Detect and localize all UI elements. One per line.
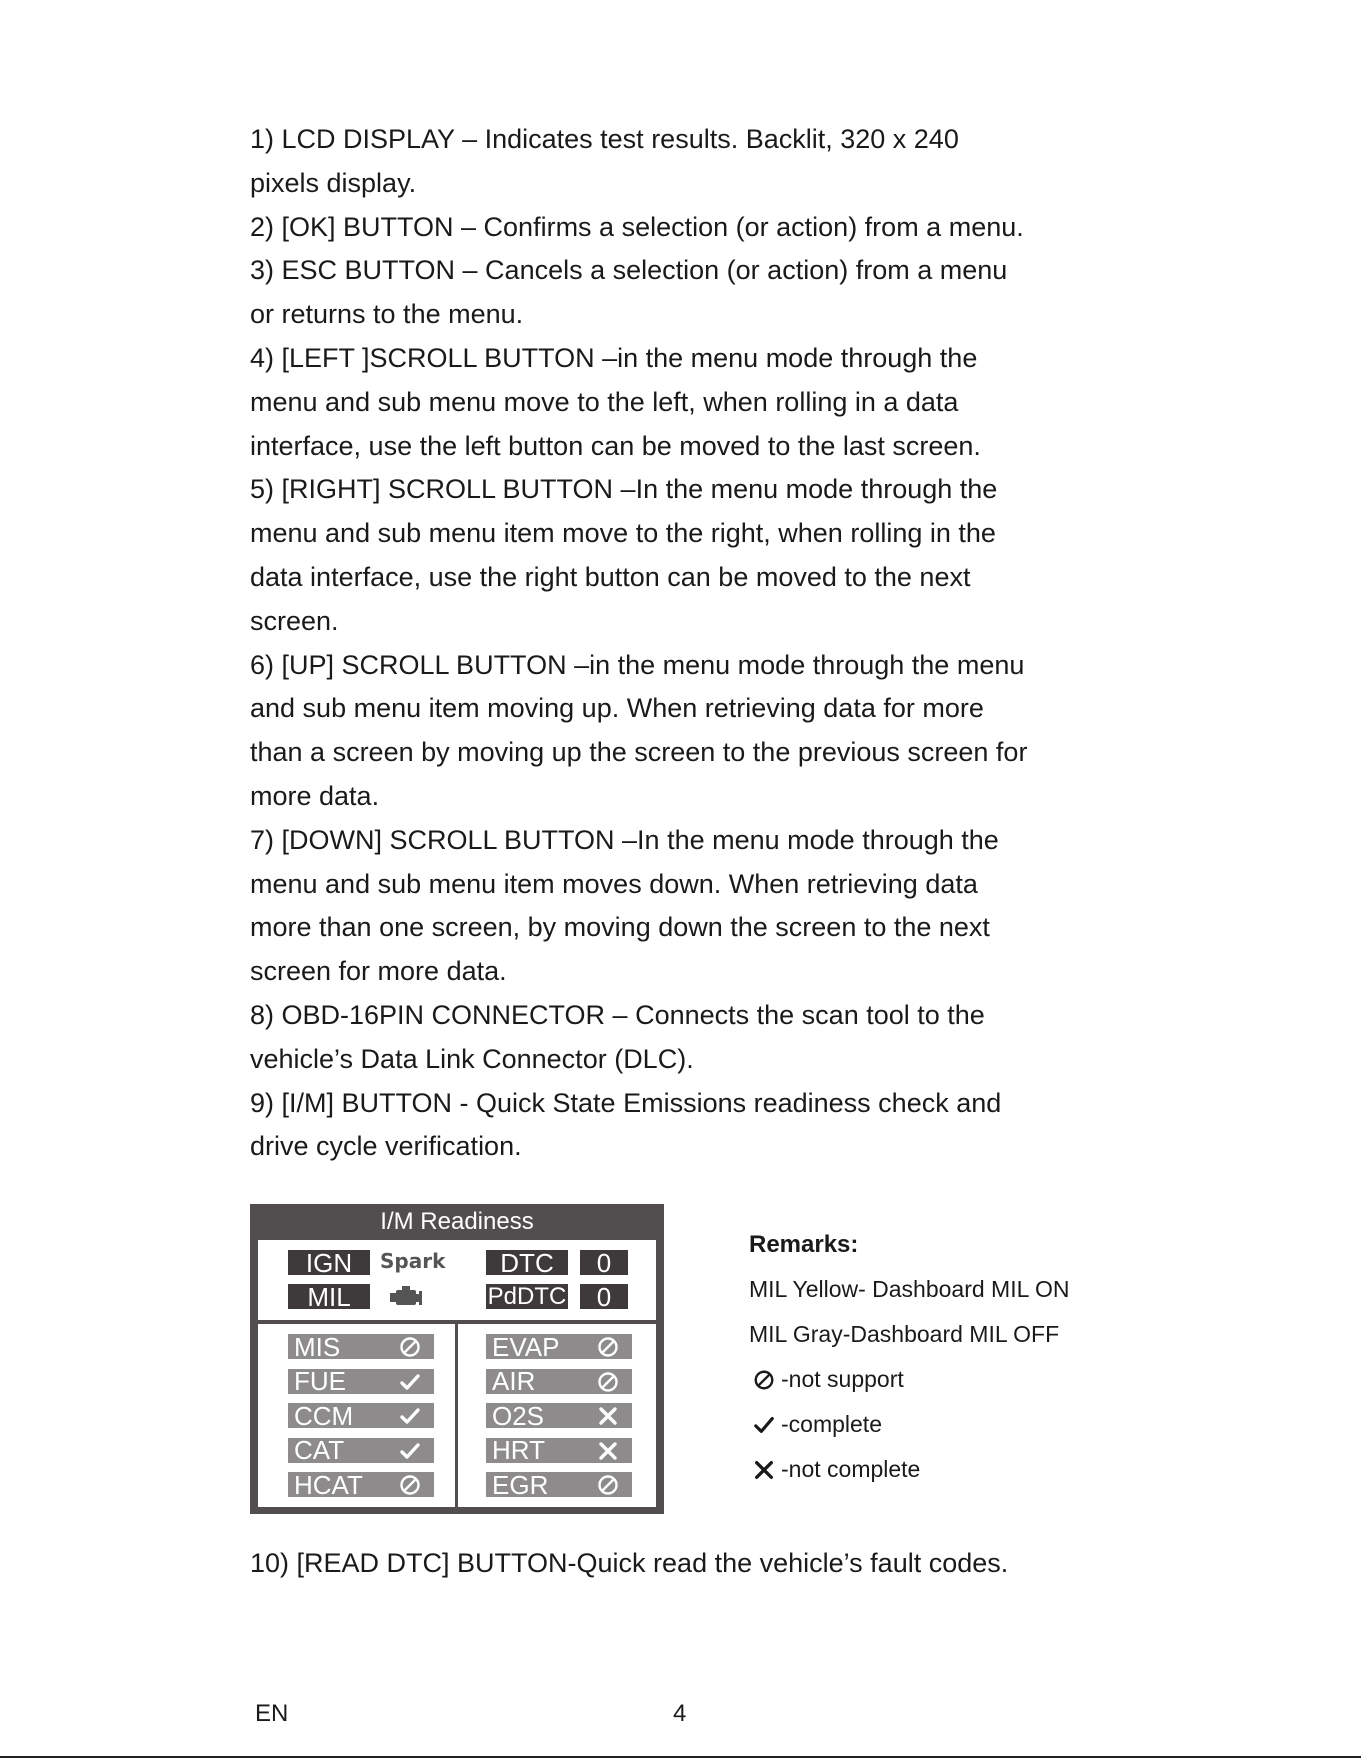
monitor-mis (288, 1331, 434, 1362)
monitor-name: O2S (492, 1400, 545, 1431)
remarks-title: Remarks: (749, 1231, 859, 1258)
engine-icon (388, 1285, 424, 1309)
circle-slash-icon (596, 1335, 620, 1359)
text-line: vehicle’s Data Link Connector (DLC). (250, 1043, 694, 1074)
mil-label: MIL (288, 1284, 370, 1309)
monitor-egr (486, 1469, 632, 1500)
page-number: 4 (673, 1700, 687, 1727)
circle-slash-icon (596, 1473, 620, 1497)
text-line: screen. (250, 605, 339, 636)
text-line: 9) [I/M] BUTTON - Quick State Emissions readiness check and (250, 1087, 1002, 1118)
text-line: and sub menu item moving up. When retrieving data for more (250, 693, 984, 724)
text-line: menu and sub menu move to the left, when rolling in a data (250, 386, 959, 417)
lcd-status-panel (258, 1240, 656, 1320)
im-readiness-screen (250, 1204, 664, 1514)
monitor-name: FUE (294, 1366, 346, 1396)
footer-language: EN (255, 1700, 289, 1727)
text-line: screen for more data. (250, 956, 507, 987)
text-line: interface, use the left button can be moved to the last screen. (250, 430, 981, 461)
check-icon (753, 1414, 775, 1436)
text-line: 5) [RIGHT] SCROLL BUTTON –In the menu mode through the (250, 474, 998, 505)
ign-value: Spark (380, 1249, 446, 1273)
remark-mil-yellow: MIL Yellow- Dashboard MIL ON (749, 1276, 1070, 1302)
cross-icon (596, 1404, 620, 1428)
text-line: 3) ESC BUTTON – Cancels a selection (or action) from a menu (250, 255, 1008, 286)
panel-divider (455, 1324, 458, 1507)
text-line: or returns to the menu. (250, 299, 524, 330)
monitor-evap (486, 1331, 632, 1362)
monitor-name: EVAP (492, 1331, 560, 1362)
monitor-name: EGR (492, 1469, 549, 1500)
text-line: than a screen by moving up the screen to the previous screen for (250, 737, 1028, 768)
check-icon (398, 1370, 422, 1394)
text-line: data interface, use the right button can be moved to the next (250, 561, 971, 592)
remark-complete-text: -complete (781, 1411, 882, 1437)
remark-not-complete (749, 1447, 1149, 1492)
monitor-hrt (486, 1435, 632, 1465)
pddtc-label: PdDTC (487, 1282, 567, 1310)
remark-mil-gray: MIL Gray-Dashboard MIL OFF (749, 1321, 1060, 1347)
monitor-hcat (288, 1469, 434, 1500)
text-line: drive cycle verification. (250, 1131, 522, 1162)
circle-slash-icon (753, 1369, 775, 1391)
monitor-o2s (486, 1400, 632, 1431)
monitor-air (486, 1366, 632, 1396)
text-line: more than one screen, by moving down the screen to the next (250, 912, 990, 943)
remark-not-support-text: -not support (781, 1366, 904, 1392)
monitor-name: AIR (492, 1366, 536, 1396)
text-line: 4) [LEFT ]SCROLL BUTTON –in the menu mode through the (250, 342, 978, 373)
remark-not-complete-text: -not complete (781, 1456, 921, 1482)
dtc-value: 0 (580, 1250, 628, 1275)
ign-label: IGN (288, 1250, 370, 1275)
button-descriptions (250, 118, 1110, 1169)
remark-not-support (749, 1357, 1149, 1402)
check-icon (398, 1404, 422, 1428)
text-line: menu and sub menu item moves down. When retrieving data (250, 868, 978, 899)
circle-slash-icon (596, 1370, 620, 1394)
monitor-ccm (288, 1400, 434, 1431)
cross-icon (596, 1439, 620, 1463)
text-line: menu and sub menu item move to the right, when rolling in the (250, 518, 996, 549)
dtc-label: DTC (486, 1250, 568, 1275)
page-bottom-rule (0, 1756, 1361, 1758)
monitor-name: CCM (294, 1400, 354, 1431)
circle-slash-icon (398, 1335, 422, 1359)
monitor-name: CAT (294, 1435, 345, 1465)
text-line: more data. (250, 780, 380, 811)
text-line: 1) LCD DISPLAY – Indicates test results. Backlit, 320 x 240 (250, 124, 959, 154)
monitor-name: HCAT (294, 1469, 363, 1500)
text-line: 2) [OK] BUTTON – Confirms a selection (or action) from a menu. (250, 211, 1024, 242)
circle-slash-icon (398, 1473, 422, 1497)
remark-complete (749, 1402, 1149, 1447)
text-line: pixels display. (250, 167, 417, 198)
text-line: 7) [DOWN] SCROLL BUTTON –In the menu mode through the (250, 824, 999, 855)
monitor-name: MIS (294, 1331, 341, 1362)
monitor-name: HRT (492, 1435, 545, 1465)
monitor-cat (288, 1435, 434, 1465)
remarks (749, 1222, 1149, 1492)
text-line: 8) OBD-16PIN CONNECTOR – Connects the scan tool to the (250, 999, 985, 1030)
lcd-monitor-panel (258, 1324, 656, 1507)
pddtc-value: 0 (580, 1284, 628, 1309)
monitor-fue (288, 1366, 434, 1396)
lcd-title: I/M Readiness (380, 1208, 534, 1235)
cross-icon (753, 1459, 775, 1481)
read-dtc-description: 10) [READ DTC] BUTTON-Quick read the vehicle’s fault codes. (250, 1548, 1009, 1578)
check-icon (398, 1439, 422, 1463)
text-line: 6) [UP] SCROLL BUTTON –in the menu mode through the menu (250, 649, 1025, 680)
